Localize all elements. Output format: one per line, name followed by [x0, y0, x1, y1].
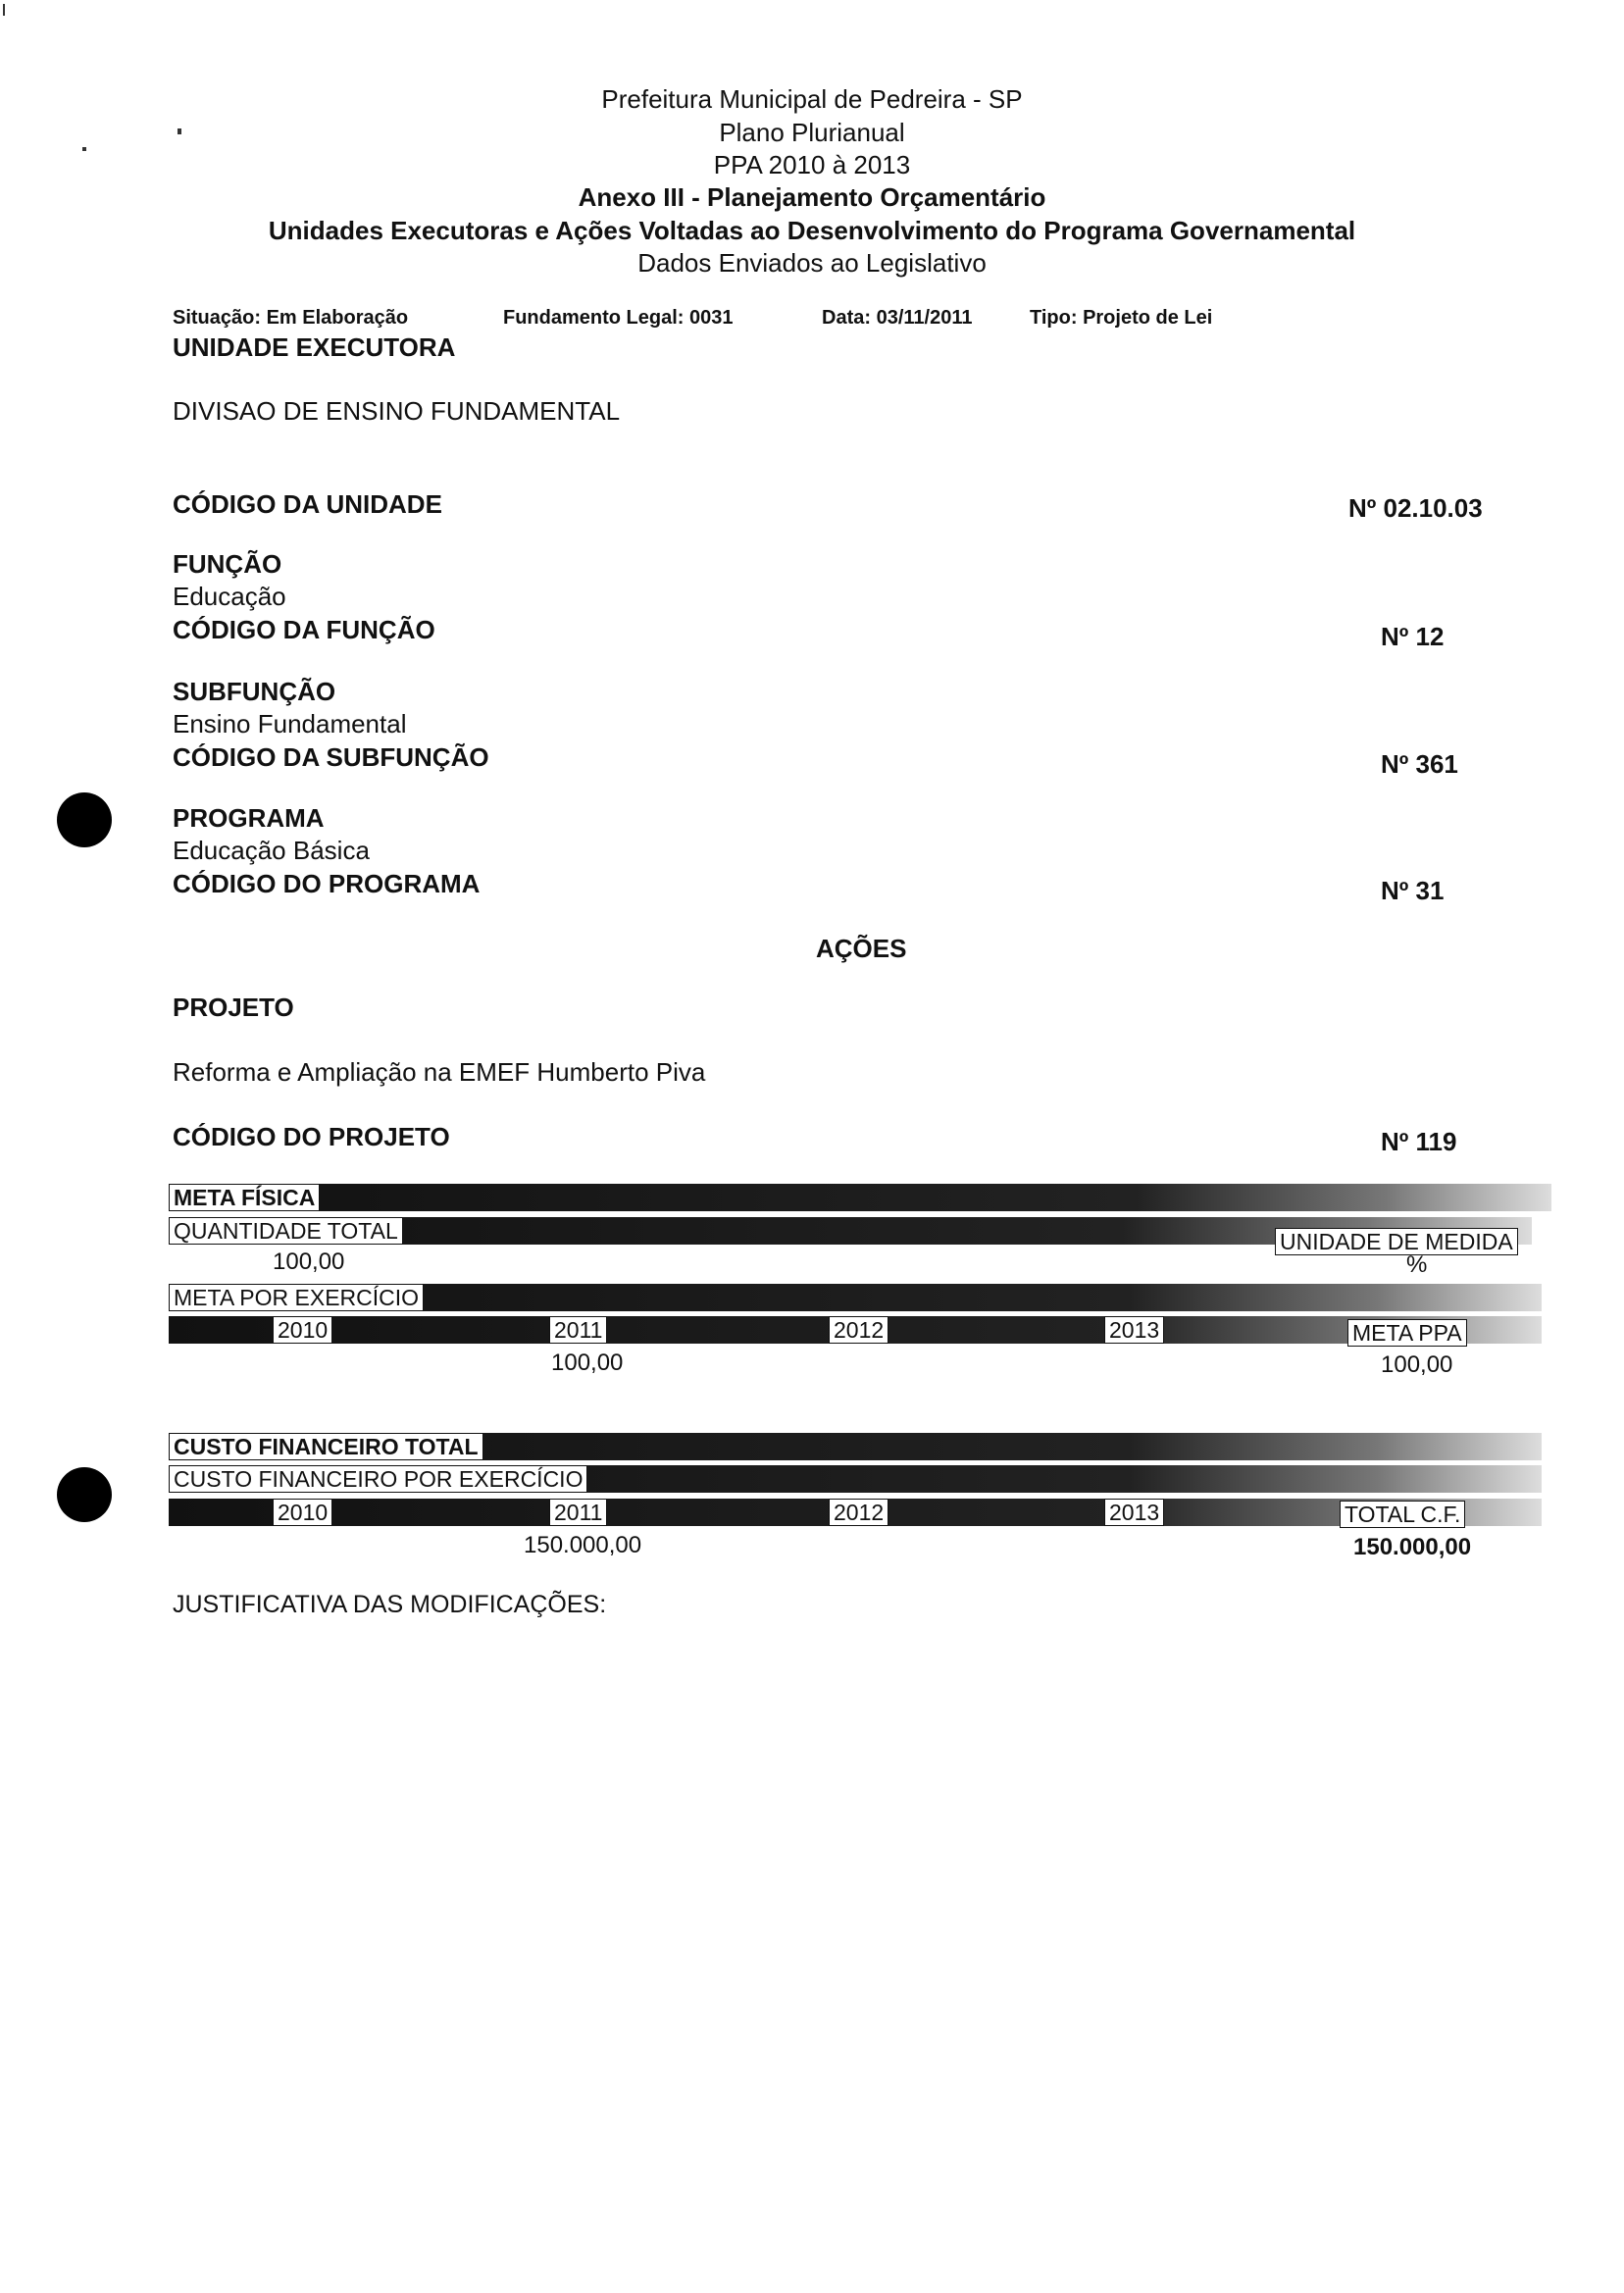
header-line-annex: Anexo III - Planejamento Orçamentário	[578, 182, 1046, 212]
custo-year-2010: 2010	[273, 1499, 332, 1526]
programa-label: PROGRAMA	[173, 803, 325, 833]
meta-year-2011: 2011	[549, 1316, 607, 1344]
total-cf-label: TOTAL C.F.	[1340, 1501, 1465, 1528]
status-situacao: Situação: Em Elaboração	[173, 307, 409, 329]
meta-ppa-label: META PPA	[1347, 1319, 1467, 1347]
header-line-period: PPA 2010 à 2013	[713, 150, 911, 179]
codigo-funcao-label: CÓDIGO DA FUNÇÃO	[173, 615, 435, 644]
custo-2011-value: 150.000,00	[524, 1532, 642, 1558]
funcao-label: FUNÇÃO	[173, 549, 282, 579]
header-line-municipality: Prefeitura Municipal de Pedreira - SP	[601, 84, 1023, 114]
punch-hole-mark	[57, 792, 112, 847]
codigo-projeto-value: Nº 119	[1381, 1127, 1457, 1156]
meta-fisica-bar	[169, 1184, 1551, 1211]
funcao-name: Educação	[173, 582, 286, 611]
subfuncao-name: Ensino Fundamental	[173, 709, 407, 739]
custo-por-exercicio-label: CUSTO FINANCEIRO POR EXERCÍCIO	[169, 1465, 587, 1493]
meta-fisica-label: META FÍSICA	[169, 1184, 320, 1211]
codigo-subfuncao-value: Nº 361	[1381, 749, 1458, 779]
codigo-unidade-value: Nº 02.10.03	[1348, 493, 1483, 523]
header-line-plan: Plano Plurianual	[719, 118, 905, 147]
total-cf-value: 150.000,00	[1353, 1534, 1472, 1560]
status-data: Data: 03/11/2011	[822, 307, 973, 329]
meta-year-2010: 2010	[273, 1316, 332, 1344]
codigo-projeto-label: CÓDIGO DO PROJETO	[173, 1122, 450, 1151]
codigo-subfuncao-label: CÓDIGO DA SUBFUNÇÃO	[173, 742, 489, 772]
meta-ppa-value: 100,00	[1381, 1351, 1453, 1378]
meta-por-exercicio-label: META POR EXERCÍCIO	[169, 1284, 424, 1311]
unidade-medida-value: %	[1406, 1251, 1428, 1278]
codigo-programa-value: Nº 31	[1381, 876, 1445, 905]
scan-speck	[3, 4, 5, 16]
custo-year-2013: 2013	[1104, 1499, 1164, 1526]
codigo-programa-label: CÓDIGO DO PROGRAMA	[173, 869, 481, 898]
projeto-label: PROJETO	[173, 993, 294, 1022]
custo-financeiro-total-label: CUSTO FINANCEIRO TOTAL	[169, 1433, 483, 1460]
meta-year-2012: 2012	[829, 1316, 888, 1344]
projeto-name: Reforma e Ampliação na EMEF Humberto Piva	[173, 1057, 706, 1087]
codigo-funcao-value: Nº 12	[1381, 622, 1445, 651]
status-fundamento: Fundamento Legal: 0031	[503, 307, 734, 329]
custo-year-2012: 2012	[829, 1499, 888, 1526]
quantidade-total-label: QUANTIDADE TOTAL	[169, 1217, 403, 1245]
meta-2011-value: 100,00	[551, 1350, 624, 1376]
meta-year-2013: 2013	[1104, 1316, 1164, 1344]
header-line-subtitle: Unidades Executoras e Ações Voltadas ao Desenvolvimento do Programa Governamental	[268, 216, 1356, 245]
custo-year-2011: 2011	[549, 1499, 607, 1526]
unidade-executora-label: UNIDADE EXECUTORA	[173, 332, 456, 362]
punch-hole-mark	[57, 1467, 112, 1522]
unidade-executora-name: DIVISAO DE ENSINO FUNDAMENTAL	[173, 396, 621, 426]
programa-name: Educação Básica	[173, 836, 370, 865]
subfuncao-label: SUBFUNÇÃO	[173, 677, 336, 706]
header-line-sent: Dados Enviados ao Legislativo	[637, 248, 987, 278]
acoes-heading: AÇÕES	[816, 934, 907, 963]
quantidade-total-value: 100,00	[273, 1248, 345, 1275]
unidade-medida-label: UNIDADE DE MEDIDA	[1275, 1228, 1518, 1255]
justificativa-label: JUSTIFICATIVA DAS MODIFICAÇÕES:	[173, 1591, 607, 1618]
codigo-unidade-label: CÓDIGO DA UNIDADE	[173, 489, 442, 519]
status-tipo: Tipo: Projeto de Lei	[1030, 307, 1213, 329]
